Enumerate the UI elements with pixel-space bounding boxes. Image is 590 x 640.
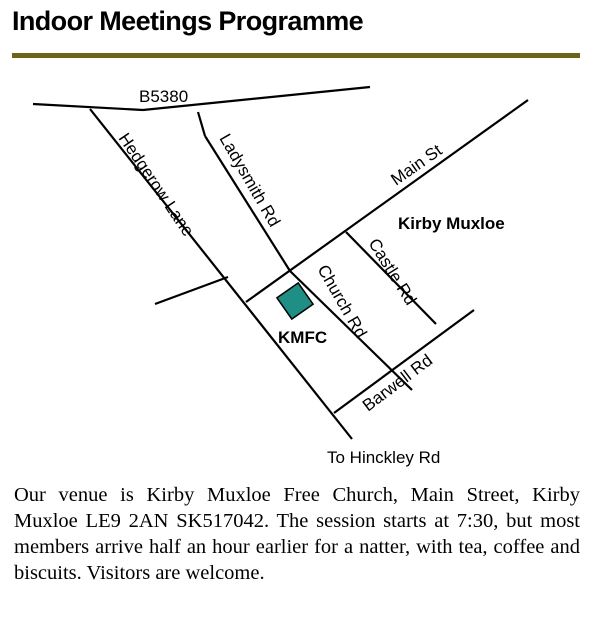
ladysmith-rd-label: Ladysmith Rd [215, 130, 284, 231]
hedgerow-lane-label: Hedgerow Lane [114, 129, 198, 240]
hedgerow-lane-spur [155, 277, 228, 304]
b5380-road [33, 104, 143, 110]
main-st-label: Main St [387, 140, 446, 190]
barwell-rd-label: Barwell Rd [358, 350, 437, 416]
title-divider [12, 53, 580, 58]
venue-description: Our venue is Kirby Muxloe Free Church, Main Street, Kirby Muxloe LE9 2AN SK517042. The session starts at 7:30, but most members arrive half an hour earlier for a natter, with tea, coffee and biscuits. Visitors are welcome. [14, 484, 580, 584]
location-map [0, 62, 590, 482]
ladysmith-rd-road [198, 112, 205, 136]
to-hinckley-rd-label: To Hinckley Rd [327, 448, 441, 467]
castle-rd-label: Castle Rd [364, 235, 421, 309]
kmfc-label: KMFC [278, 328, 328, 347]
page-title: Indoor Meetings Programme [12, 6, 364, 36]
church-rd-label: Church Rd [313, 261, 371, 342]
b5380-label: B5380 [139, 87, 189, 106]
kirby-muxloe-label: Kirby Muxloe [398, 214, 505, 233]
